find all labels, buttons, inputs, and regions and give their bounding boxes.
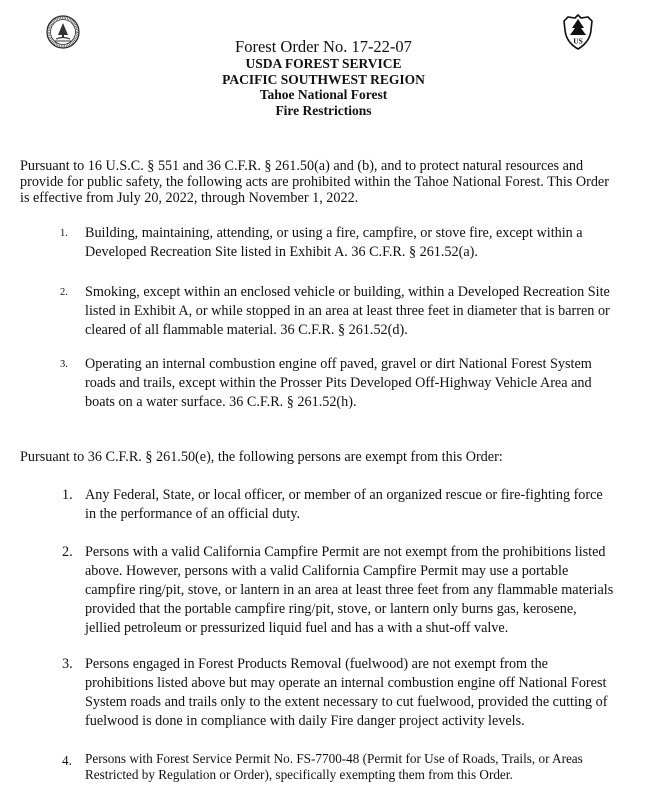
order-header xyxy=(0,37,647,118)
item-number: 3. xyxy=(62,656,73,672)
item-text: Operating an internal combustion engine off paved, gravel or dirt National Forest System roads and trails, except within the Prosser Pits Developed Off-Highway Vehicle Area and boats on a water surface. 36 C.F.R. § 261.52(h). xyxy=(85,356,592,410)
exemption-intro: Pursuant to 36 C.F.R. § 261.50(e), the following persons are exempt from this Order: xyxy=(20,449,503,465)
item-text: Persons with Forest Service Permit No. FS-7700-48 (Permit for Use of Roads, Trails, or Areas Restricted by Regulation or Order), specifically exempting them from this Order. xyxy=(85,751,583,782)
item-text: Smoking, except within an enclosed vehicle or building, within a Developed Recreation Site listed in Exhibit A, or while stopped in an area at least three feet in diameter that is barren or cleared of all flammable material. 36 C.F.R. § 261.52(d). xyxy=(85,284,610,338)
item-text: Persons with a valid California Campfire Permit are not exempt from the prohibitions listed above. However, persons with a valid California Campfire Permit may use a portable campfire ring/pit, stove, or lantern in an area at least three feet from any flammable materials provided that the portable campfire ring/pit, stove, or lantern only burns gas, kerosene, jellied petroleum or pressurized liquid fuel and has a with a shut-off valve. xyxy=(85,544,614,636)
agency-name: USDA FOREST SERVICE xyxy=(245,56,402,71)
svg-text:US: US xyxy=(573,36,583,46)
order-subject: Fire Restrictions xyxy=(275,102,372,118)
intro-paragraph: Pursuant to 16 U.S.C. § 551 and 36 C.F.R. § 261.50(a) and (b), and to protect natural resources and provide for public safety, the following acts are prohibited within the Tahoe National Forest. This Order is effective from July 20, 2022, through November 1, 2022. xyxy=(20,158,609,206)
order-number: Forest Order No. 17-22-07 xyxy=(235,37,412,56)
item-text: Any Federal, State, or local officer, or member of an organized rescue or fire-fighting force in the performance of an official duty. xyxy=(85,487,603,522)
item-number: 1. xyxy=(62,487,73,503)
item-text: Building, maintaining, attending, or using a fire, campfire, or stove fire, except within a Developed Recreation Site listed in Exhibit A. 36 C.F.R. § 261.52(a). xyxy=(85,225,583,260)
item-number: 2. xyxy=(62,544,73,560)
item-number: 1. xyxy=(60,228,68,239)
region-name: PACIFIC SOUTHWEST REGION xyxy=(222,71,425,87)
item-number: 3. xyxy=(60,359,68,370)
item-number: 4. xyxy=(62,753,72,768)
item-text: Persons engaged in Forest Products Removal (fuelwood) are not exempt from the prohibitions listed above but may operate an internal combustion engine off National Forest System roads and trails only to the extent necessary to cut fuelwood, provided the cutting of fuelwood is done in compliance with daily Fire danger project activity levels. xyxy=(85,656,608,729)
item-number: 2. xyxy=(60,287,68,298)
forest-name: Tahoe National Forest xyxy=(259,87,388,102)
